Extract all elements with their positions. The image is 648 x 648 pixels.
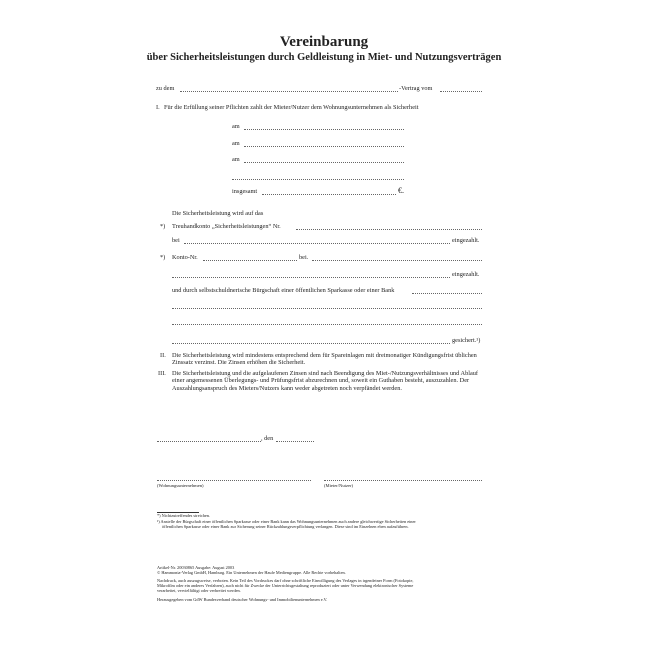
payment-sum-line[interactable] — [232, 179, 404, 180]
trust-account-number-field[interactable] — [296, 229, 482, 230]
payment-row-3-label: am — [232, 156, 240, 163]
secured-label: gesichert.¹) — [452, 337, 481, 344]
place-field[interactable] — [157, 441, 261, 442]
total-field[interactable] — [262, 194, 396, 195]
contract-type-field[interactable] — [180, 91, 398, 92]
section2-number: II. — [160, 352, 166, 359]
payment-row-1-field[interactable] — [244, 129, 404, 130]
section1-number: I. — [156, 104, 160, 111]
guarantee-line-2[interactable] — [172, 324, 482, 325]
trust-paid-label: eingezahlt. — [452, 237, 480, 244]
section3-text: Die Sicherheitsleistung und die aufgelaufenen Zinsen sind nach Beendigung des Miet-/Nutzungsverhältnisses und Ablauf einer angemessenen Überlegungs- und Prüfungsfrist abzurechnen und, soweit ein Guthaben besteht, auszuzahlen. Der Auszahlungsanspruch des Mieters/Nutzers kann weder abgetreten noch verpfändet werden. — [172, 370, 479, 392]
deposit-intro: Die Sicherheitsleistung wird auf das — [172, 210, 264, 217]
imprint-reprint-2: Mikrofilm oder ein anderes Verfahren), auch nicht für Zwecke der Unterrichtsgestaltung reproduziert oder unter Verwendung elektronischer Systeme — [157, 583, 414, 588]
imprint-reprint-3: verarbeitet, vervielfältigt oder verbreitet werden. — [157, 588, 241, 593]
payment-row-3-field[interactable] — [244, 162, 404, 163]
payment-row-2-label: am — [232, 140, 240, 147]
contract-date-field[interactable] — [440, 91, 482, 92]
total-label: insgesamt — [232, 188, 258, 195]
footnote-1: *) Nichtzutreffendes streichen. — [157, 513, 211, 518]
document-subtitle: über Sicherheitsleistungen durch Geldleistung in Miet- und Nutzungsverträgen — [146, 52, 502, 63]
account-bank-label: bei. — [299, 254, 309, 261]
currency-label: €. — [398, 186, 404, 195]
signature-tenant-label: (Mieter/Nutzer) — [324, 483, 354, 488]
section2-text: Die Sicherheitsleistung wird mindestens entsprechend dem für Spareinlagen mit dreimonatiger Kündigungsfrist üblichen Zinssatz verzinst. Die Zinsen erhöhen die Sicherheit. — [172, 352, 477, 367]
guarantee-line-1[interactable] — [172, 308, 482, 309]
contract-prefix: zu dem — [156, 85, 175, 92]
contract-middle-label: -Vertrag vom — [399, 85, 433, 92]
payment-row-2-field[interactable] — [244, 146, 404, 147]
imprint-article: Artikel-Nr. 20030865 Ausgabe: August 2003 — [157, 565, 235, 570]
guarantee-text: und durch selbstschuldnerische Bürgschaft einer öffentlichen Sparkasse oder einer Bank — [172, 287, 395, 294]
footnote-2-line-1: ¹) Anstelle der Bürgschaft einer öffentlichen Sparkasse oder einer Bank kann das Wohnungsunternehmen auch andere gleichwertige Sicherheiten einer — [157, 519, 416, 524]
signature-company-label: (Wohnungsunternehmen) — [157, 483, 204, 488]
payment-row-1-label: am — [232, 123, 240, 130]
document-title: Vereinbarung — [279, 34, 369, 50]
trust-account-label: Treuhandkonto „Sicherheitsleistungen“ Nr. — [172, 223, 281, 230]
account-paid-label: eingezahlt. — [452, 271, 480, 278]
trust-bank-field[interactable] — [184, 243, 450, 244]
trust-bank-label: bei — [172, 237, 180, 244]
imprint-copyright: © Hammonia-Verlag GmbH, Hamburg. Ein Unternehmen der Haufe Mediengruppe. Alle Rechte vorbehalten. — [157, 570, 346, 575]
footnote-star-1: *) — [160, 223, 166, 230]
account-number-field[interactable] — [203, 260, 297, 261]
account-bank-field[interactable] — [312, 260, 482, 261]
signature-company-line[interactable] — [157, 480, 311, 481]
guarantee-field[interactable] — [412, 293, 482, 294]
account-number-label: Konto-Nr. — [172, 254, 198, 261]
footnote-star-2: *) — [160, 254, 166, 261]
section1-text: Für die Erfüllung seiner Pflichten zahlt der Mieter/Nutzer dem Wohnungsunternehmen als Sicherheit — [164, 104, 419, 111]
date-field[interactable] — [276, 441, 314, 442]
imprint-publisher: Herausgegeben vom GdW Bundesverband deutscher Wohnungs- und Immobilienunternehmen e.V. — [157, 597, 328, 602]
signature-tenant-line[interactable] — [324, 480, 482, 481]
account-extra-field[interactable] — [172, 277, 450, 278]
section3-number: III. — [158, 370, 166, 377]
imprint-reprint-1: Nachdruck, auch auszugsweise, verboten. Kein Teil des Vordruckes darf ohne schriftliche Einwilligung des Verlages in irgendeiner Form (Fotokopie, — [157, 578, 414, 583]
date-label: , den — [261, 435, 274, 442]
guarantee-line-3[interactable] — [172, 343, 450, 344]
footnote-2-line-2: öffentlichen Sparkasse oder einer Bank zur Sicherung seiner Rückzahlungsverpflichtung verlangen. Diese sind im Einzelnen eben aufzuführen. — [162, 524, 409, 529]
